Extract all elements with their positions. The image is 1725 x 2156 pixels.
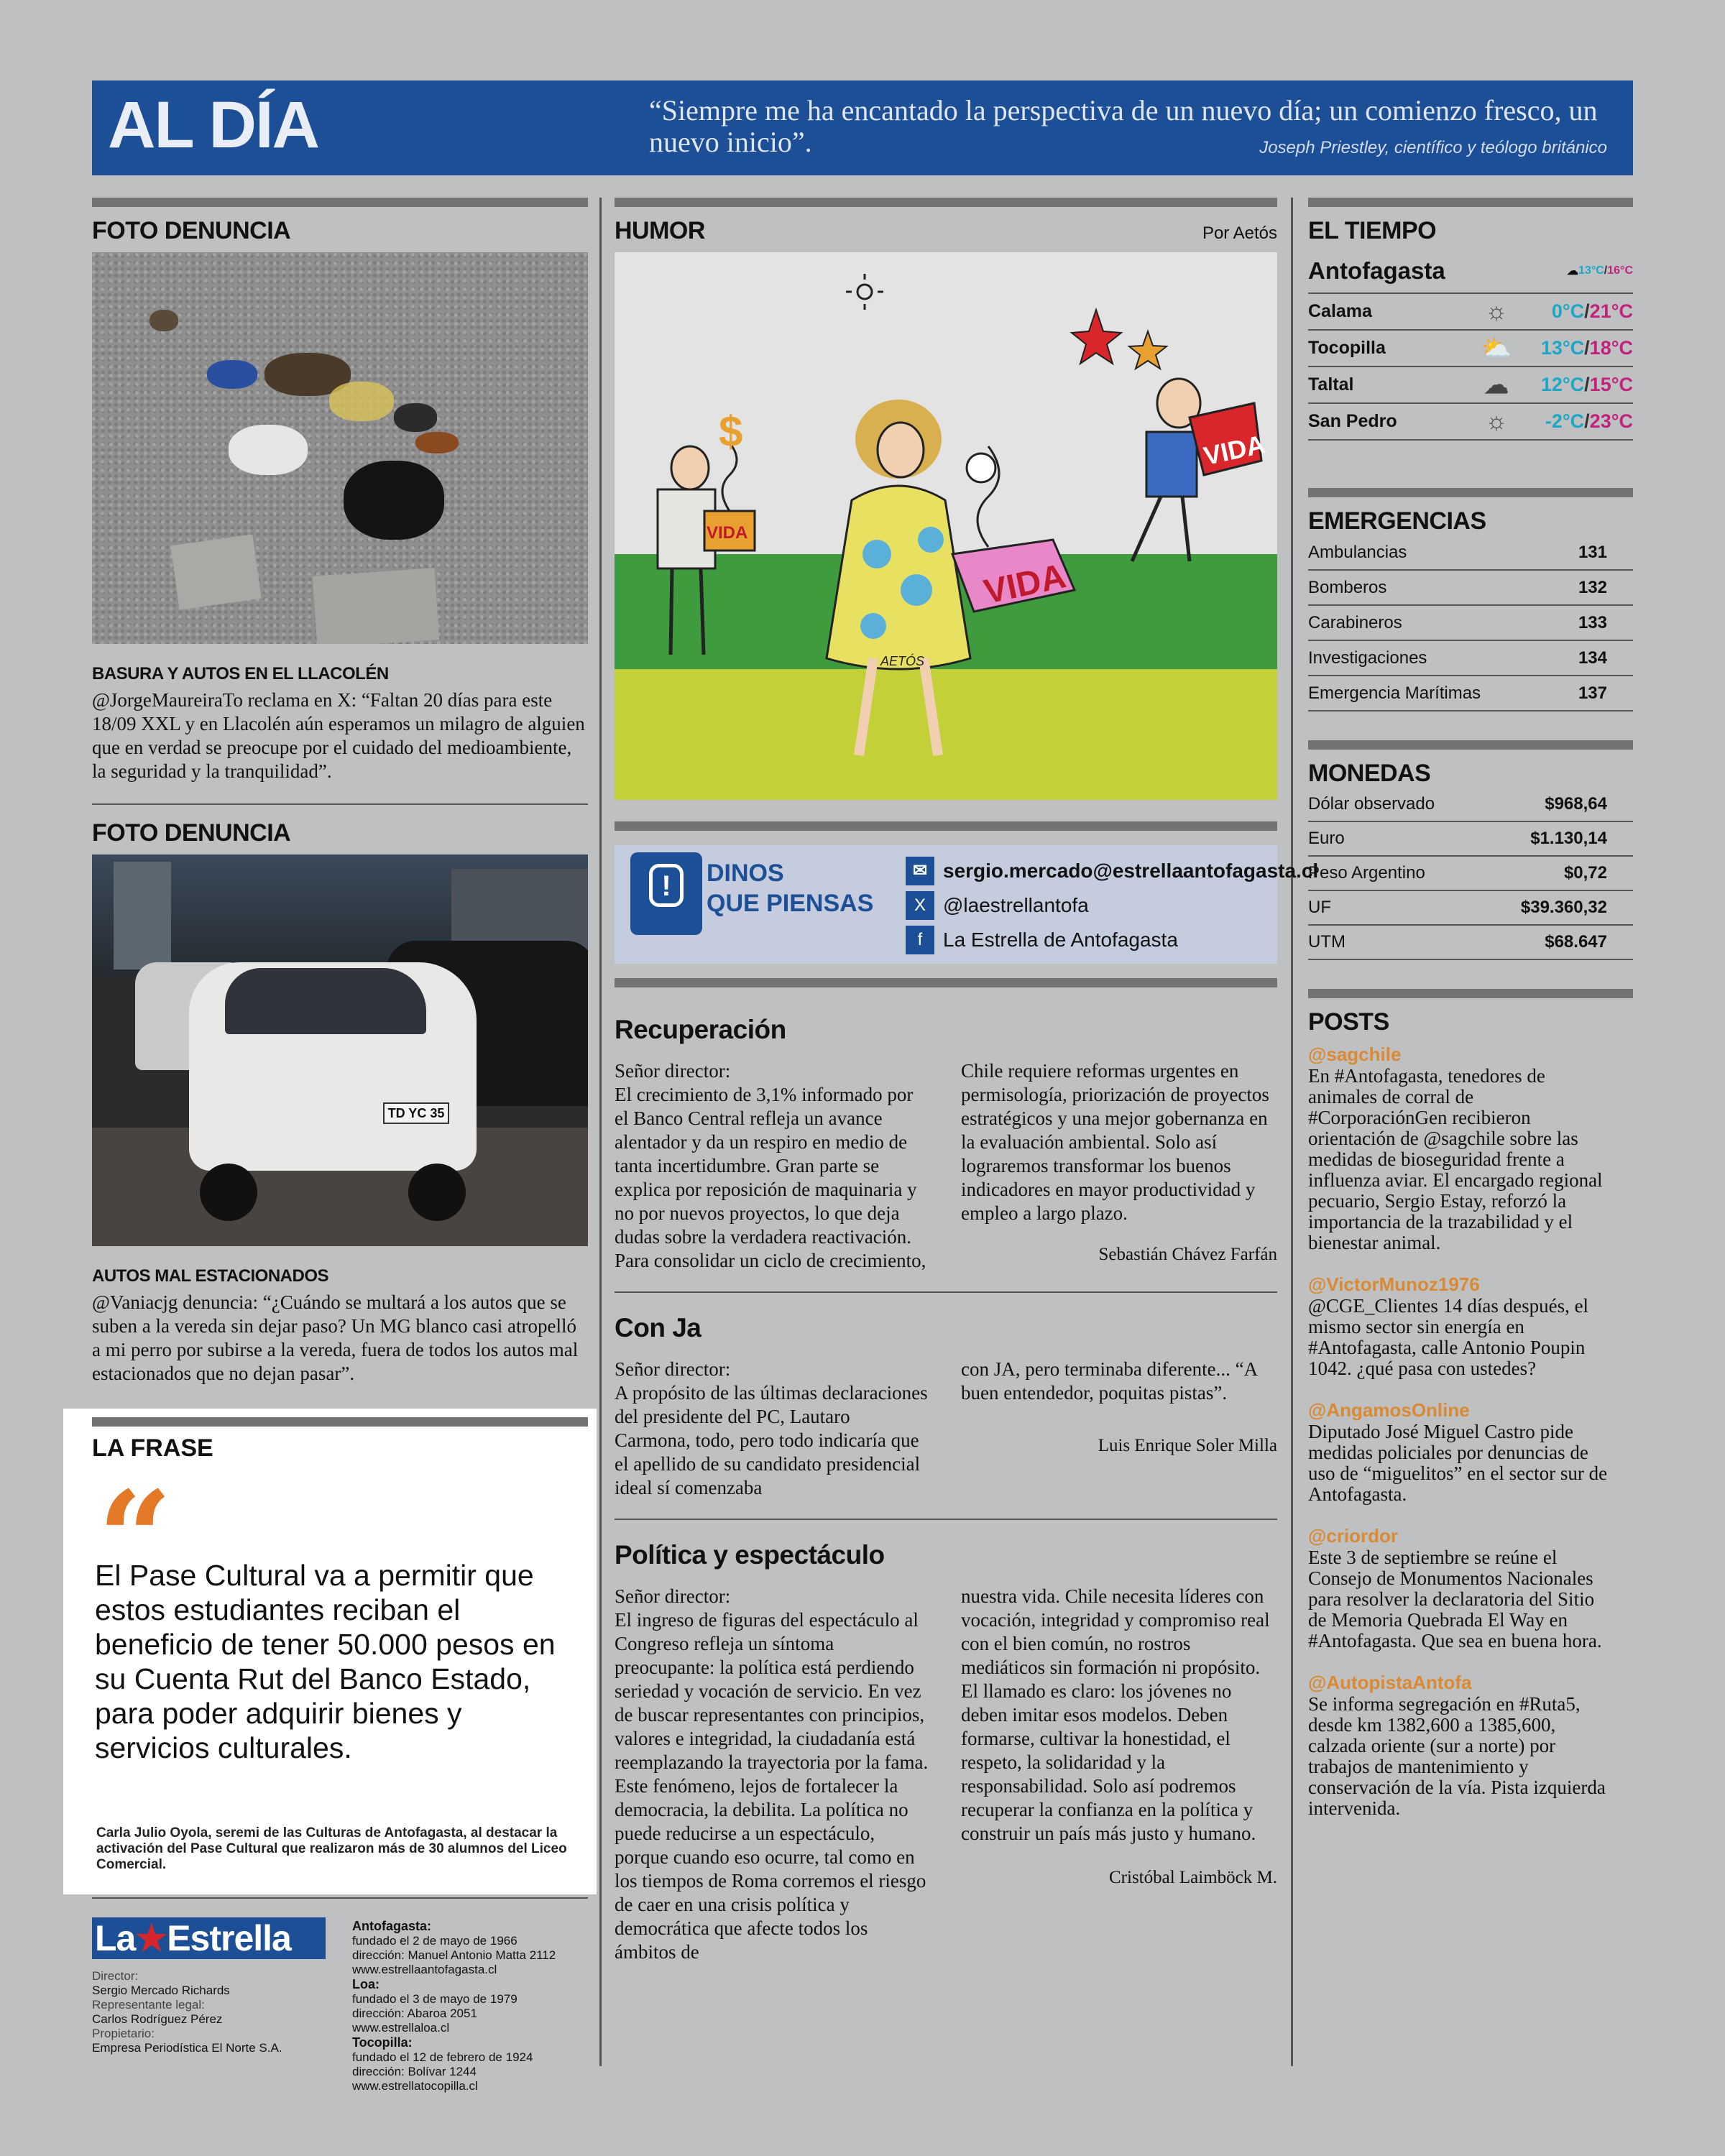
post-handle[interactable]: @VictorMunoz1976 [1308, 1273, 1480, 1295]
weather-main-row: Antofagasta ☁ 13°C/16°C [1308, 249, 1633, 294]
foto-denuncia-heading: FOTO DENUNCIA [92, 819, 291, 847]
frase-quote: El Pase Cultural va a permitir que estos estudiantes reciban el beneficio de tener 50.000 pesos en su Cuenta Rut del Banco Estado, para poder adquirir bienes y servicios culturales. [95, 1559, 556, 1764]
list-item: Emergencia Marítimas 137 [1308, 676, 1633, 711]
weather-row: San Pedro ☼ -2°C/23°C [1308, 404, 1633, 441]
svg-text:VIDA: VIDA [707, 523, 748, 543]
list-item: Bomberos 132 [1308, 571, 1633, 606]
letter-title: Política y espectáculo [615, 1540, 885, 1570]
partly-cloudy-icon: ⛅ [1481, 334, 1512, 362]
letter-title: Con Ja [615, 1313, 702, 1342]
section-bar [1308, 488, 1633, 497]
post-text: @CGE_Clientes 14 días después, el mismo sector sin energía en #Antofagasta, calle Antonio Poupin 1042. ¿qué pasa con ustedes? [1308, 1295, 1589, 1379]
frase-attribution: Carla Julio Oyola, seremi de las Culturas de Antofagasta, al destacar la activación del Pase Cultural que realizaron más de 30 alumnos del Liceo Comercial. [96, 1825, 567, 1872]
list-item: Peso Argentino $0,72 [1308, 857, 1633, 891]
la-estrella-logo: La★Estrella [92, 1917, 326, 1959]
center-column [615, 198, 1319, 1964]
letter-signature: Luis Enrique Soler Milla [1098, 1436, 1277, 1455]
photo-caption: @Vaniacjg denuncia: “¿Cuándo se multará a los autos que se suben a la vereda sin dejar paso? Un MG blanco casi atropelló a mi perro por subirse a la vereda, fuera de todos los autos mal estacionados que no dejan pasar”. [92, 1291, 579, 1384]
humor-cartoon [615, 252, 1277, 800]
license-plate: TD YC 35 [383, 1102, 449, 1124]
divider [615, 1291, 1277, 1293]
x-icon: X [906, 891, 934, 920]
facebook-link[interactable]: f La Estrella de Antofagasta [906, 926, 1178, 954]
weather-row: Calama ☼ 0°C/21°C [1308, 294, 1633, 331]
column-divider [1291, 198, 1293, 2066]
letter-title: Recuperación [615, 1015, 786, 1044]
drizzle-icon: ☁ [1484, 371, 1509, 399]
monedas-heading: MONEDAS [1308, 760, 1431, 787]
weather-row: Taltal ☁ 12°C/15°C [1308, 367, 1633, 404]
list-item: Carabineros 133 [1308, 606, 1633, 641]
section-bar [92, 1417, 588, 1427]
facebook-icon: f [906, 926, 934, 954]
section-bar [1308, 989, 1633, 998]
email-link[interactable]: ✉ sergio.mercado@estrellaantofagasta.cl [906, 857, 1318, 885]
photo-caption-title: AUTOS MAL ESTACIONADOS [92, 1266, 329, 1286]
posts-list [1308, 1044, 1633, 1819]
masthead-editions: Antofagasta: fundado el 2 de mayo de 1966 dirección: Manuel Antonio Matta 2112 www.estrellaantofagasta.cl Loa: fundado el 3 de mayo de 1979 dirección: Abaroa 2051 www.estrellaloa.cl Tocopilla: fundado el 12 de febrero de 1924 dirección: Bolívar 1244 www.estrellatocopilla.cl [352, 1919, 589, 2093]
dinos-title: DINOS QUE PIENSAS [707, 860, 874, 917]
letter-body: Señor director: El ingreso de figuras del espectáculo al Congreso refleja un síntoma preocupante: la política está perdiendo seriedad y vocación de servicio. En vez de buscar representantes con principios, valores e integridad, la ciudadanía está reemplazando la trayectoria por la fama. Este fenómeno, lejos de fortalecer la democracia, la debilita. La política no puede reducirse a un espectáculo, porque cuando eso ocurre, tal como en los tiempos de Roma corremos el riesgo de caer en una crisis política y democrática que afecte todos los ámbitos de nuestra vida. Chile necesita líderes con vocación, integridad y compromiso real con el bien común, no rostros mediáticos sin formación ni propósito. El llamado es claro: los jóvenes no deben imitar esos modelos. Deben formarse, cultivar la honestidad, el respeto, la solidaridad y la responsabilidad. Solo así podremos recuperar la confianza en la política y construir un país más justo y humano. Cristóbal Laimböck M. [615, 1585, 1277, 1963]
column-divider [599, 198, 602, 2066]
masthead [92, 1897, 588, 2093]
cloud-icon: ☁ [1567, 265, 1579, 277]
divider [615, 1519, 1277, 1520]
weather-row: Tocopilla ⛅ 13°C/18°C [1308, 331, 1633, 367]
post-handle[interactable]: @AutopistaAntofa [1308, 1672, 1472, 1693]
post-text: En #Antofagasta, tenedores de animales de corral de #CorporaciónGen recibieron orientación de @sagchile sobre las medidas de bioseguridad frente a influenza aviar. El encargado regional pecuario, Sergio Estay, reforzó la importancia de la trazabilidad y el bienestar animal. [1308, 1065, 1603, 1253]
post-text: Se informa segregación en #Ruta5, desde km 1382,600 a 1385,600, calzada oriente (sur a norte) por trabajos de mantenimiento y conservación de la vía. Pista izquierda intervenida. [1308, 1693, 1606, 1819]
dinos-que-piensas-box [615, 845, 1319, 964]
list-item: Euro $1.130,14 [1308, 822, 1633, 857]
speech-bubble-icon: ! [630, 852, 702, 935]
emergency-list [1308, 535, 1633, 711]
svg-text:$: $ [719, 407, 743, 456]
post-handle[interactable]: @sagchile [1308, 1044, 1402, 1065]
letter-body: Señor director: A propósito de las últimas declaraciones del presidente del PC, Lautaro Carmona, todo, pero todo indicaría que el apellido de su candidato presidencial ideal sí comenzaba con JA, pero terminaba diferente... “A buen entendedor, poquitas pistas”. Luis Enrique Soler Milla [615, 1358, 1277, 1498]
section-bar [1308, 740, 1633, 750]
la-frase-box [63, 1409, 597, 1894]
photo-caption: @JorgeMaureiraTo reclama en X: “Faltan 20 días para este 18/09 XXL y en Llacolén aún esperamos un milagro de alguien que en verdad se preocupe por el cuidado del medioambiente, la seguridad y la tranquilidad”. [92, 689, 585, 782]
owner-name: Empresa Periodística El Norte S.A. [92, 2041, 282, 2055]
section-title: AL DÍA [108, 88, 318, 162]
section-bar [615, 821, 1277, 831]
svg-text:VIDA: VIDA [980, 557, 1070, 612]
website-link[interactable]: www.estrellaantofagasta.cl [352, 1963, 497, 1976]
list-item: UF $39.360,32 [1308, 891, 1633, 926]
trash-photo [92, 252, 588, 644]
list-item: Dólar observado $968,64 [1308, 788, 1633, 822]
svg-text:VIDA: VIDA [1200, 429, 1268, 471]
section-bar [92, 198, 588, 207]
divider [92, 1897, 588, 1899]
parked-cars-photo [92, 854, 588, 1246]
humor-byline: Por Aetós [1202, 224, 1277, 243]
section-bar [615, 978, 1277, 987]
letter-body: Señor director: El crecimiento de 3,1% informado por el Banco Central refleja un avance alentador y da un respiro en medio de tanta incertidumbre. Gran parte se explica por reposición de maquinaria y no por nuevos proyectos, lo que deja dudas sobre la verdadera reactivación. Para consolidar un ciclo de crecimiento, Chile requiere reformas urgentes en permisología, priorización de proyectos estratégicos y una mejor gobernanza en la evaluación ambiental. Solo así lograremos transformar los buenos indicadores en mayor productividad y empleo a largo plazo. Sebastián Chávez Farfán [615, 1060, 1277, 1271]
list-item: Ambulancias 131 [1308, 535, 1633, 571]
post-handle[interactable]: @AngamosOnline [1308, 1399, 1470, 1421]
letter-signature: Sebastián Chávez Farfán [1098, 1245, 1277, 1264]
cartoon-signature: AETÓS [880, 654, 925, 668]
section-bar [1308, 198, 1633, 207]
sun-icon: ☼ [1485, 298, 1508, 325]
post-text: Este 3 de septiembre se reúne el Consejo de Monumentos Nacionales para resolver la declaratoria del Sitio de Memoria Quebrada El Way en #Antofagasta. Que sea en buena hora. [1308, 1547, 1602, 1651]
page-header [92, 80, 1633, 175]
divider [92, 803, 588, 805]
website-link[interactable]: www.estrellatocopilla.cl [352, 2079, 478, 2093]
posts-heading: POSTS [1308, 1008, 1389, 1036]
right-column [1308, 198, 1633, 1819]
photo-caption-title: BASURA Y AUTOS EN EL LLACOLÉN [92, 664, 389, 683]
email-icon: ✉ [906, 857, 934, 885]
rep-name: Carlos Rodríguez Pérez [92, 2012, 223, 2026]
star-icon: ★ [135, 1918, 167, 1958]
website-link[interactable]: www.estrellaloa.cl [352, 2021, 450, 2035]
foto-denuncia-heading: FOTO DENUNCIA [92, 217, 291, 244]
list-item: Investigaciones 134 [1308, 641, 1633, 676]
header-quote: “Siempre me ha encantado la perspectiva de un nuevo día; un comienzo fresco, un nuevo inicio”. [649, 94, 1598, 158]
list-item: UTM $68.647 [1308, 926, 1633, 960]
left-column [92, 198, 588, 1386]
post-text: Diputado José Miguel Castro pide medidas policiales por denuncias de uso de “miguelitos” en el sector sur de Antofagasta. [1308, 1421, 1608, 1505]
el-tiempo-heading: EL TIEMPO [1308, 217, 1437, 244]
letter-signature: Cristóbal Laimböck M. [1109, 1868, 1277, 1887]
sun-icon: ☼ [1485, 407, 1508, 435]
masthead-staff: Director: Sergio Mercado Richards Representante legal: Carlos Rodríguez Pérez Propietario: Empresa Periodística El Norte S.A. [92, 1969, 282, 2055]
section-bar [615, 198, 1277, 207]
director-name: Sergio Mercado Richards [92, 1984, 230, 1997]
quote-author: Joseph Priestley, científico y teólogo británico [1259, 138, 1607, 157]
currency-list [1308, 788, 1633, 960]
post-handle[interactable]: @criordor [1308, 1525, 1399, 1547]
quote-mark-icon: “ [98, 1463, 172, 1615]
la-frase-heading: LA FRASE [92, 1434, 213, 1462]
humor-heading: HUMOR [615, 217, 705, 244]
emergencias-heading: EMERGENCIAS [1308, 507, 1486, 535]
twitter-link[interactable]: X @laestrellantofa [906, 891, 1089, 920]
